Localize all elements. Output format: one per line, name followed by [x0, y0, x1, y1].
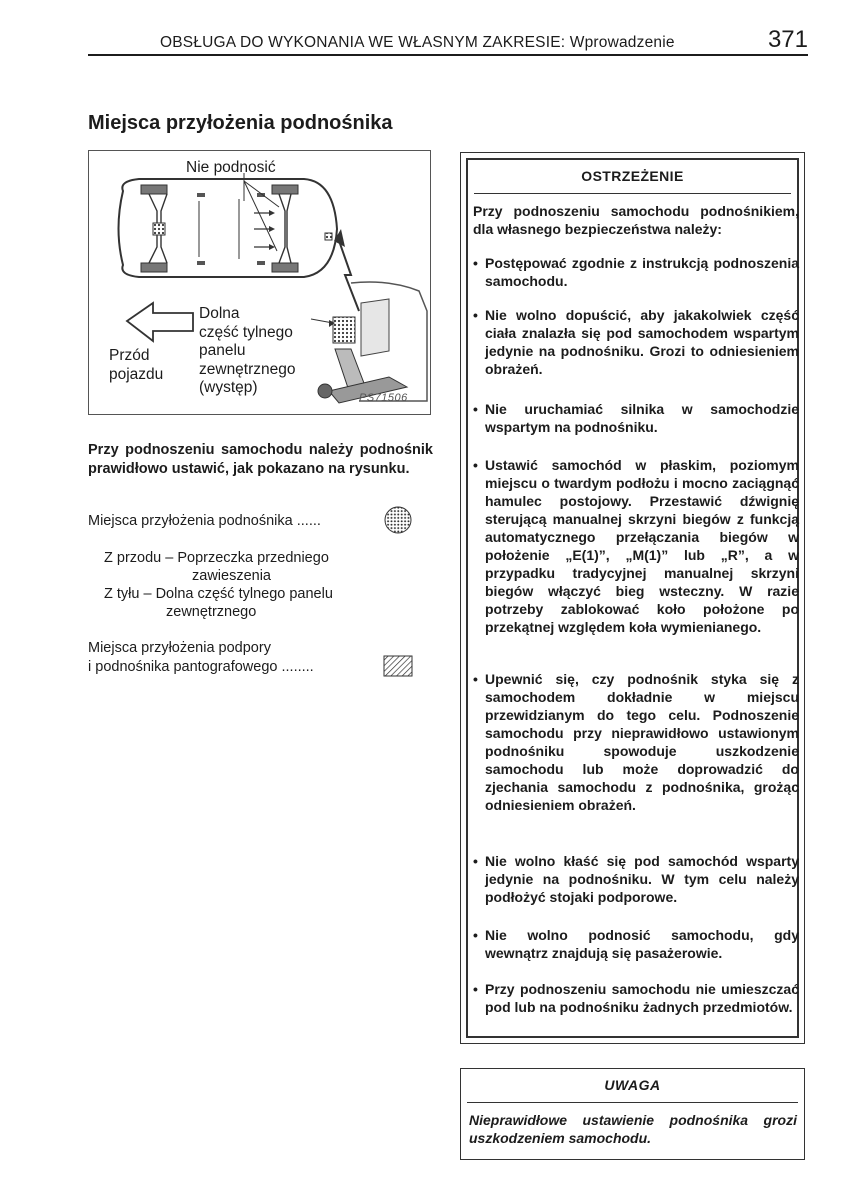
warning-item-text: Nie wolno kłaść się pod samochód wsparty jedynie na podnośniku. W tym celu należy podłożyć stojaki podporowe.: [485, 853, 799, 905]
bullet: •: [473, 255, 478, 271]
legend-stand-line1: Miejsca przyłożenia podpory: [88, 640, 271, 656]
label-front: [109, 347, 163, 384]
warning-item-text: Przy podnoszeniu samochodu nie umieszczać pod lub na podnośniku żadnych przedmiotów.: [485, 981, 799, 1015]
warning-item: [473, 306, 799, 378]
bullet: •: [473, 981, 478, 997]
warning-item: [473, 980, 799, 1016]
hatched-square-icon: [383, 655, 413, 677]
note-divider: [467, 1102, 798, 1103]
label-no-lift: Nie podnosić: [186, 159, 276, 176]
warning-item-text: Postępować zgodnie z instrukcją podnoszenia samochodu.: [485, 255, 799, 289]
warning-item: [473, 670, 799, 814]
figure-code: PS71506: [359, 392, 408, 404]
warning-item-text: Ustawić samochód w płaskim, poziomym miejscu o twardym podłożu i mocno zaciągnąć hamulec postojowy. Przestawić dźwignię sterującą manualnej skrzyni biegów z funkcją automatycznego przełączania biegów w położenie „E(1)”, „M(1)” lub „R”, a w przypadku tradycyjnej manualnej skrzyni biegów włączyć bieg wsteczny. W razie potrzeby zablokować koło położone po przekątnej względem koła wymienianego.: [485, 457, 799, 635]
warning-item-text: Nie uruchamiać silnika w samochodzie wspartym na podnośniku.: [485, 401, 799, 435]
label-lower-line: panelu: [199, 342, 246, 359]
bullet: •: [473, 671, 478, 687]
note-title: UWAGA: [604, 1077, 661, 1093]
bullet: •: [473, 927, 478, 943]
warning-box: [460, 152, 805, 1044]
legend-rear-cont: zewnętrznego: [166, 604, 257, 620]
bullet: •: [473, 307, 478, 323]
legend-front-cont: zawieszenia: [192, 568, 271, 584]
section-title: Miejsca przyłożenia podnośnika: [88, 112, 393, 134]
label-lower-line: część tylnego: [199, 323, 293, 341]
warning-item: [473, 456, 799, 636]
legend-stand-line2: i podnośnika pantografowego ........: [88, 659, 314, 675]
bullet: •: [473, 401, 478, 417]
label-lower-line: zewnętrznego: [199, 360, 296, 378]
warning-inner: [466, 158, 799, 1038]
warning-item: [473, 852, 799, 906]
warning-title: OSTRZEŻENIE: [581, 168, 684, 184]
legend-jack-points: Miejsca przyłożenia podnośnika ......: [88, 513, 321, 529]
warning-intro: Przy podnoszeniu samochodu podnośnikiem, dla własnego bezpieczeństwa należy:: [473, 203, 799, 237]
intro-paragraph: Przy podnoszeniu samochodu należy podnośnik prawidłowo ustawić, jak pokazano na rysunku.: [88, 442, 433, 477]
label-front-line: Przód: [109, 347, 150, 364]
note-box: [460, 1068, 805, 1160]
warning-item-text: Upewnić się, czy podnośnik styka się z samochodem dokładnie w miejscu przewidzianym do tego celu. Podnoszenie samochodu przy nieprawidłowo ustawionym podnośniku spowoduje uszkodzenie samochodu lub może doprowadzić do zjechania samochodu z podnośnika, grożąc odniesieniem obrażeń.: [485, 671, 799, 813]
warning-item-text: Nie wolno dopuścić, aby jakakolwiek część ciała znalazła się pod samochodem wspartym jedynie na podnośniku. Grozi to odniesieniem obrażeń.: [485, 307, 799, 377]
note-text: Nieprawidłowe ustawienie podnośnika grozi uszkodzeniem samochodu.: [469, 1112, 797, 1146]
label-lower-line: (występ): [199, 379, 258, 396]
label-lower-panel: [199, 305, 296, 398]
warning-item: [473, 400, 799, 436]
page-header: [88, 28, 808, 56]
legend-rear: Z tyłu – Dolna część tylnego panelu: [104, 586, 333, 602]
label-front-line: pojazdu: [109, 365, 164, 383]
warning-item: [473, 254, 799, 290]
jack-points-figure: [88, 150, 431, 415]
bullet: •: [473, 853, 478, 869]
warning-item-text: Nie wolno podnosić samochodu, gdy wewnątrz znajdują się pasażerowie.: [485, 927, 799, 961]
warning-divider: [474, 193, 791, 194]
warning-item: [473, 926, 799, 962]
bullet: •: [473, 457, 478, 473]
header-title: OBSŁUGA DO WYKONANIA WE WŁASNYM ZAKRESIE: Wprowadzenie: [160, 34, 675, 51]
page-number: 371: [767, 26, 808, 53]
label-lower-line: Dolna: [199, 305, 240, 322]
dotted-circle-icon: [383, 506, 413, 534]
legend-front: Z przodu – Poprzeczka przedniego: [104, 550, 329, 566]
